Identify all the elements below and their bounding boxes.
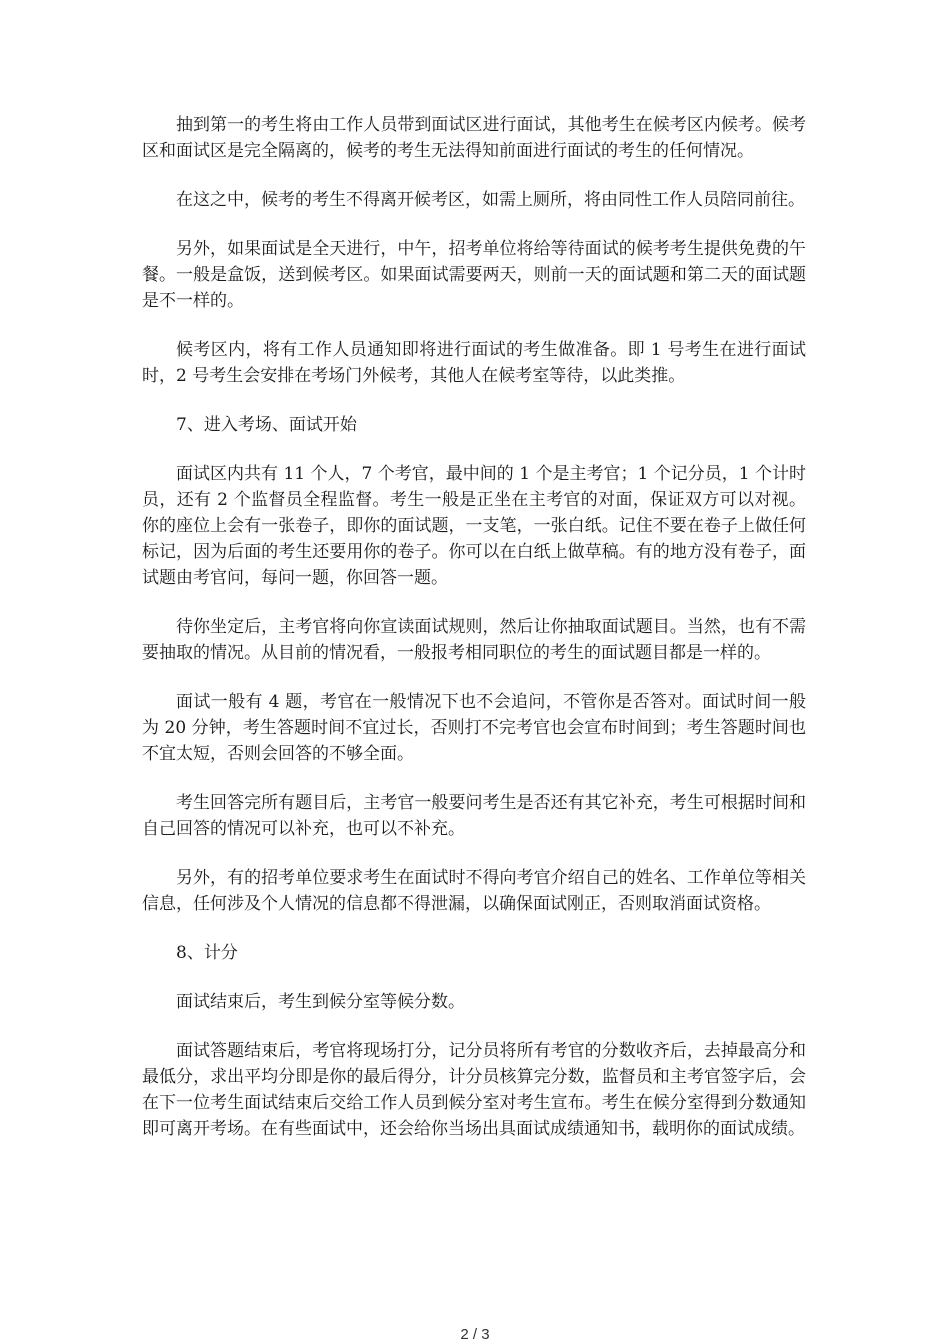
document-body — [142, 112, 806, 1165]
paragraph-scoring: 面试答题结束后，考官将现场打分，记分员将所有考官的分数收齐后，去掉最高分和最低分，求出平均分即是你的最后得分，计分员核算完分数，监督员和主考官签字后，会在下一位考生面试结束后交给工作人员到候分室对考生宣布。考生在候分室得到分数通知即可离开考场。在有些面试中，还会给你当场出具面试成绩通知书，载明你的面试成绩。 — [142, 1041, 806, 1139]
page-number: 2 / 3 — [460, 1326, 490, 1343]
paragraph-waiting-area: 抽到第一的考生将由工作人员带到面试区进行面试，其他考生在候考区内候考。候考区和面试区是完全隔离的，候考的考生无法得知前面进行面试的考生的任何情况。 — [142, 115, 806, 161]
paragraph-rules: 待你坐定后，主考官将向你宣读面试规则，然后让你抽取面试题目。当然，也有不需要抽取的情况。从目前的情况看，一般报考相同职位的考生的面试题目都是一样的。 — [142, 617, 806, 663]
paragraph-personal-info: 另外，有的招考单位要求考生在面试时不得向考官介绍自己的姓名、工作单位等相关信息，任何涉及个人情况的信息都不得泄漏，以确保面试刚正，否则取消面试资格。 — [142, 868, 806, 914]
paragraph-interview-room: 面试区内共有 11 个人，7 个考官，最中间的 1 个是主考官；1 个记分员，1 个计时员，还有 2 个监督员全程监督。考生一般是正坐在主考官的对面，保证双方可以对视。你的座位上会有一张卷子，即你的面试题，一支笔，一张白纸。记住不要在卷子上做任何标记，因为后面的考生还要用你的卷子。你可以在白纸上做草稿。有的地方没有卷子，面试题由考官问，每问一题，你回答一题。 — [142, 464, 806, 588]
paragraph-question-count: 面试一般有 4 题，考官在一般情况下也不会追问，不管你是否答对。面试时间一般为 20 分钟，考生答题时间不宜过长，否则打不完考官也会宣布时间到；考生答题时间也不宜太短，否则会回答的不够全面。 — [142, 692, 806, 764]
paragraph-score-wait: 面试结束后，考生到候分室等候分数。 — [176, 992, 465, 1012]
section-heading-8: 8、计分 — [176, 943, 238, 963]
paragraph-leave-rule: 在这之中，候考的考生不得离开候考区，如需上厕所，将由同性工作人员陪同前往。 — [176, 190, 805, 210]
paragraph-lunch: 另外，如果面试是全天进行，中午，招考单位将给等待面试的候考考生提供免费的午餐。一般是盒饭，送到候考区。如果面试需要两天，则前一天的面试题和第二天的面试题是不一样的。 — [142, 239, 806, 311]
paragraph-notification: 候考区内，将有工作人员通知即将进行面试的考生做准备。即 1 号考生在进行面试时，2 号考生会安排在考场门外候考，其他人在候考室等待，以此类推。 — [142, 340, 806, 386]
section-heading-7: 7、进入考场、面试开始 — [176, 415, 357, 435]
paragraph-supplement: 考生回答完所有题目后，主考官一般要问考生是否还有其它补充，考生可根据时间和自己回答的情况可以补充，也可以不补充。 — [142, 793, 806, 839]
